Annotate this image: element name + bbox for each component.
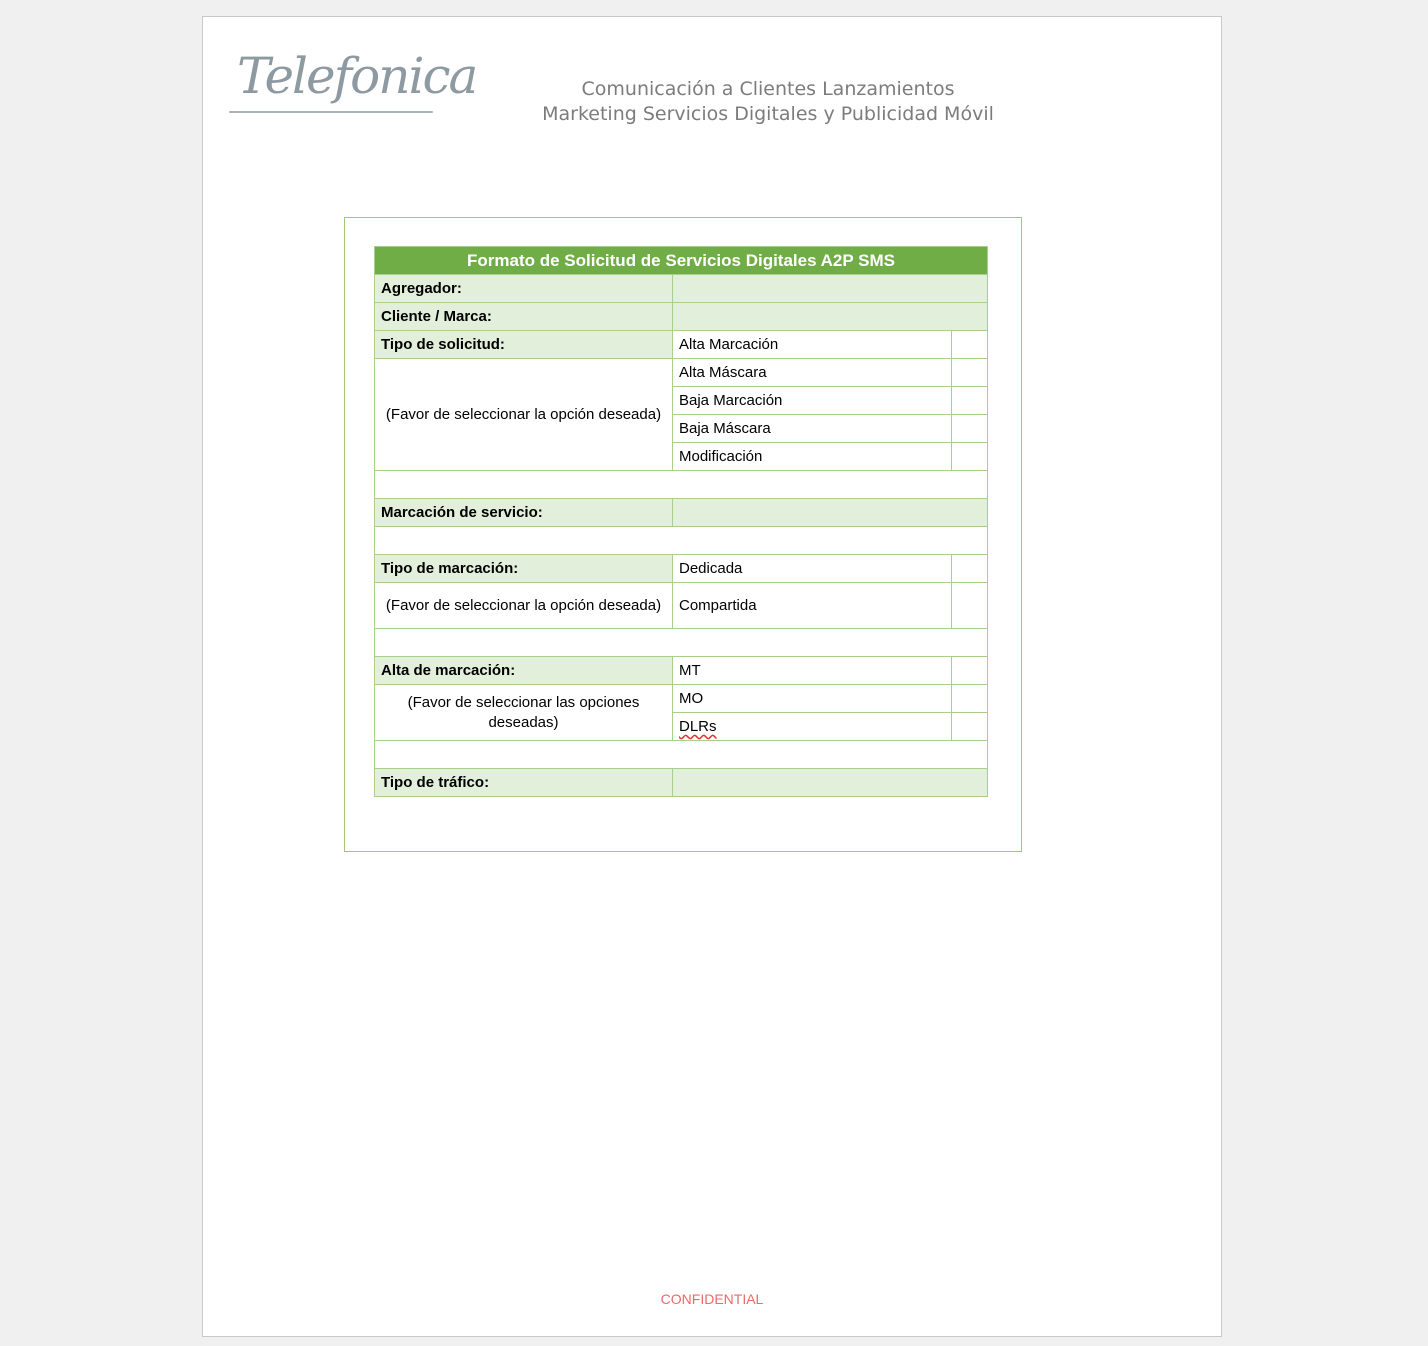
- row-agregador: [375, 275, 988, 303]
- checkbox-mo[interactable]: [952, 685, 988, 713]
- cliente-value-cell[interactable]: [673, 303, 988, 331]
- agregador-value-cell[interactable]: [673, 275, 988, 303]
- row-mo: [375, 685, 988, 713]
- option-mt: MT: [673, 657, 952, 685]
- checkbox-baja-marcacion[interactable]: [952, 387, 988, 415]
- tipo-trafico-value-cell[interactable]: [673, 769, 988, 797]
- dlrs-text: DLRs: [679, 718, 717, 735]
- logo-underline: [229, 111, 433, 113]
- marcacion-servicio-value-cell[interactable]: [673, 499, 988, 527]
- tipo-solicitud-note: (Favor de seleccionar la opción deseada): [375, 359, 673, 471]
- checkbox-mt[interactable]: [952, 657, 988, 685]
- option-alta-mascara: Alta Máscara: [673, 359, 952, 387]
- tipo-marcacion-note: (Favor de seleccionar la opción deseada): [375, 583, 673, 629]
- document-header: [523, 77, 1013, 127]
- row-alta-mascara: [375, 359, 988, 387]
- row-alta-marcacion: [375, 657, 988, 685]
- option-dedicada: Dedicada: [673, 555, 952, 583]
- form-frame: [344, 217, 1022, 852]
- spacer-row: [375, 471, 988, 499]
- checkbox-modificacion[interactable]: [952, 443, 988, 471]
- document-page: [202, 16, 1222, 1337]
- spacer-row: [375, 741, 988, 769]
- row-tipo-trafico: [375, 769, 988, 797]
- spacer-row: [375, 527, 988, 555]
- row-tipo-marcacion: [375, 555, 988, 583]
- header-line-1: Comunicación a Clientes Lanzamientos: [581, 78, 955, 100]
- tipo-marcacion-label: Tipo de marcación:: [375, 555, 673, 583]
- cliente-label: Cliente / Marca:: [375, 303, 673, 331]
- row-marcacion-servicio: [375, 499, 988, 527]
- row-tipo-solicitud: [375, 331, 988, 359]
- row-compartida: [375, 583, 988, 629]
- tipo-solicitud-label: Tipo de solicitud:: [375, 331, 673, 359]
- checkbox-alta-mascara[interactable]: [952, 359, 988, 387]
- tipo-trafico-label: Tipo de tráfico:: [375, 769, 673, 797]
- spacer-row: [375, 629, 988, 657]
- logo-wordmark: Telefonica: [237, 47, 477, 105]
- option-baja-mascara: Baja Máscara: [673, 415, 952, 443]
- alta-marcacion-note: (Favor de seleccionar las opciones deseadas): [375, 685, 673, 741]
- option-modificacion: Modificación: [673, 443, 952, 471]
- option-alta-marcacion: Alta Marcación: [673, 331, 952, 359]
- option-dlrs: [673, 713, 952, 741]
- option-baja-marcacion: Baja Marcación: [673, 387, 952, 415]
- option-mo: MO: [673, 685, 952, 713]
- alta-marcacion-label: Alta de marcación:: [375, 657, 673, 685]
- agregador-label: Agregador:: [375, 275, 673, 303]
- form-title: Formato de Solicitud de Servicios Digitales A2P SMS: [375, 247, 988, 275]
- request-form-table: [374, 246, 988, 797]
- checkbox-dlrs[interactable]: [952, 713, 988, 741]
- checkbox-alta-marcacion[interactable]: [952, 331, 988, 359]
- checkbox-baja-mascara[interactable]: [952, 415, 988, 443]
- checkbox-compartida[interactable]: [952, 583, 988, 629]
- marcacion-servicio-label: Marcación de servicio:: [375, 499, 673, 527]
- telefonica-logo: [229, 45, 477, 117]
- checkbox-dedicada[interactable]: [952, 555, 988, 583]
- option-compartida: Compartida: [673, 583, 952, 629]
- header-line-2: Marketing Servicios Digitales y Publicidad Móvil: [542, 103, 994, 125]
- row-cliente: [375, 303, 988, 331]
- confidential-label: CONFIDENTIAL: [660, 1291, 764, 1307]
